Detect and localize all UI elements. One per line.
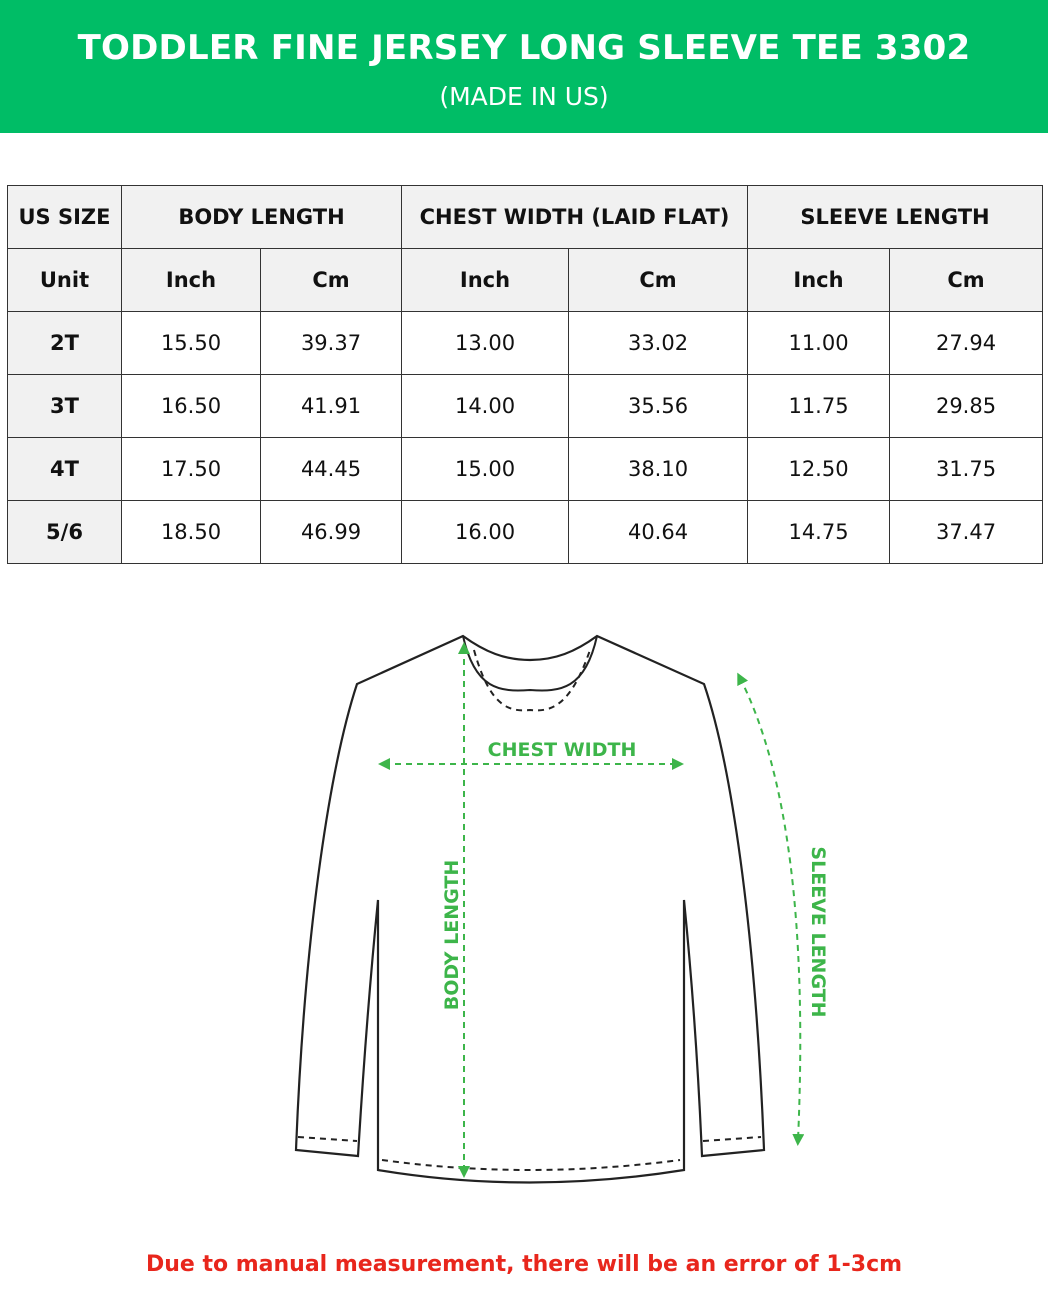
size-cell: 2T <box>8 312 122 375</box>
size-chart-table <box>7 185 1043 564</box>
header-chest-width: CHEST WIDTH (LAID FLAT) <box>402 186 748 249</box>
page-title: TODDLER FINE JERSEY LONG SLEEVE TEE 3302 <box>77 28 971 68</box>
unit-cell: Inch <box>402 249 569 312</box>
unit-cell: Unit <box>8 249 122 312</box>
table-cell: 11.00 <box>748 312 890 375</box>
table-cell: 11.75 <box>748 375 890 438</box>
table-cell: 31.75 <box>890 438 1043 501</box>
chest-width-label: CHEST WIDTH <box>487 739 637 761</box>
table-cell: 33.02 <box>569 312 748 375</box>
table-cell: 14.00 <box>402 375 569 438</box>
table-cell: 41.91 <box>261 375 402 438</box>
sleeve-length-arrow <box>740 678 800 1140</box>
table-cell: 14.75 <box>748 501 890 564</box>
table-cell: 46.99 <box>261 501 402 564</box>
table-cell: 15.00 <box>402 438 569 501</box>
table-cell: 27.94 <box>890 312 1043 375</box>
size-cell: 5/6 <box>8 501 122 564</box>
table-row <box>8 312 1043 375</box>
table-cell: 15.50 <box>122 312 261 375</box>
table-cell: 40.64 <box>569 501 748 564</box>
unit-cell: Inch <box>122 249 261 312</box>
unit-cell: Inch <box>748 249 890 312</box>
unit-cell: Cm <box>890 249 1043 312</box>
table-cell: 16.50 <box>122 375 261 438</box>
table-row <box>8 375 1043 438</box>
table-cell: 44.45 <box>261 438 402 501</box>
sleeve-length-label: SLEEVE LENGTH <box>807 846 829 1018</box>
shirt-measurement-diagram <box>0 600 1048 1220</box>
measurement-error-note: Due to manual measurement, there will be an error of 1-3cm <box>145 1252 903 1277</box>
shirt-outline <box>296 636 764 1183</box>
table-cell: 18.50 <box>122 501 261 564</box>
header-body-length: BODY LENGTH <box>122 186 402 249</box>
table-cell: 39.37 <box>261 312 402 375</box>
table-cell: 35.56 <box>569 375 748 438</box>
table-row <box>8 438 1043 501</box>
table-cell: 16.00 <box>402 501 569 564</box>
header-sleeve-length: SLEEVE LENGTH <box>748 186 1043 249</box>
table-cell: 17.50 <box>122 438 261 501</box>
table-unit-row <box>8 249 1043 312</box>
size-cell: 4T <box>8 438 122 501</box>
header-banner <box>0 0 1048 133</box>
page-subtitle: (MADE IN US) <box>439 82 609 111</box>
table-cell: 37.47 <box>890 501 1043 564</box>
size-cell: 3T <box>8 375 122 438</box>
table-cell: 12.50 <box>748 438 890 501</box>
table-cell: 38.10 <box>569 438 748 501</box>
table-group-header-row <box>8 186 1043 249</box>
table-row <box>8 501 1043 564</box>
body-length-label: BODY LENGTH <box>441 859 463 1011</box>
unit-cell: Cm <box>569 249 748 312</box>
header-us-size: US SIZE <box>8 186 122 249</box>
table-cell: 29.85 <box>890 375 1043 438</box>
table-cell: 13.00 <box>402 312 569 375</box>
unit-cell: Cm <box>261 249 402 312</box>
shirt-stitch-lines <box>298 650 761 1170</box>
